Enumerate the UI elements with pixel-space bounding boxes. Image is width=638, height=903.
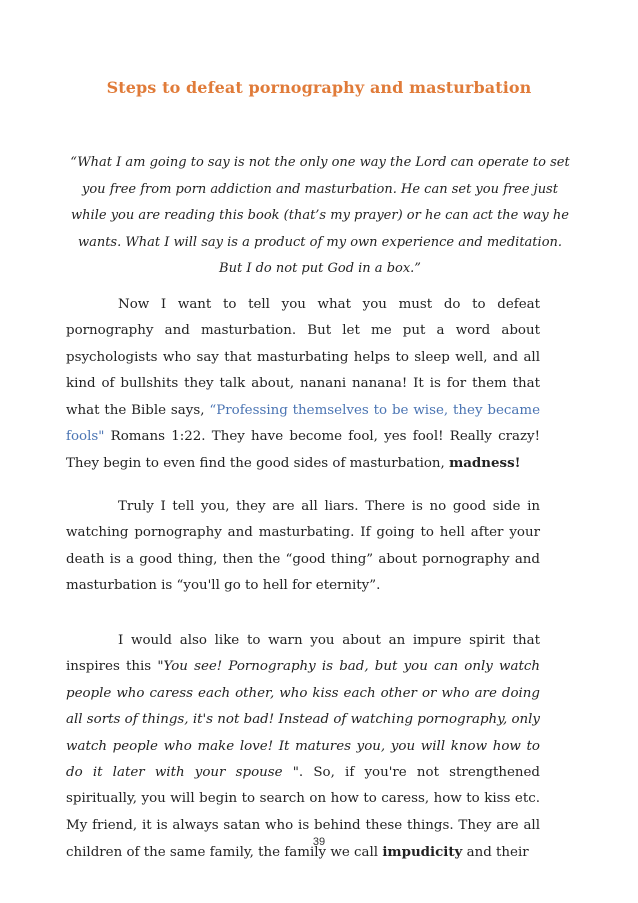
emphasis-madness: madness! <box>449 455 521 472</box>
page-number: 39 <box>312 836 326 848</box>
paragraph-2-text: Truly I tell you, they are all liars. There is no good side in watching pornography and masturbating. If going to hell after your death is a good thing, then the “good thing” about pornography and masturbation is “you'll go to hell for eternity”. <box>66 499 540 594</box>
paragraph-3 <box>66 628 540 867</box>
paragraph-1 <box>66 292 540 478</box>
emphasis-impudicity: impudicity <box>382 844 463 861</box>
paragraph-3-text-c: and their <box>462 845 529 861</box>
paragraph-3-text-b: . So, if you're not strengthened spiritually, you will begin to search on how to caress, how to kiss etc. My friend, it is always satan who is behind these things. They are all children of the same family, the family we call <box>66 765 540 861</box>
paragraph-1-text-b: Romans 1:22. They have become fool, yes fool! Really crazy! They begin to even find the good sides of masturbation, <box>66 429 540 472</box>
chapter-title: Steps to defeat pornography and masturbation <box>106 78 532 97</box>
scripture-quote: “Professing themselves to be wise, they became fools" <box>66 402 540 445</box>
impure-spirit-quote: "You see! Pornography is bad, but you can only watch people who caress each other, who kiss each other or who are doing all sorts of things, it's not bad! Instead of watching pornography, only watch people who make love! It matures you, you will know how to do it later with your spouse " <box>66 659 540 781</box>
intro-quote: “What I am going to say is not the only one way the Lord can operate to set you free from porn addiction and masturbation. He can set you free just while you are reading this book (that’s my prayer) or he can act the way he wants. What I will say is a product of my own experience and meditation. But I do not put God in a box.” <box>70 155 570 276</box>
paragraph-1-text-a: Now I want to tell you what you must do to defeat pornography and masturbation. But let me put a word about psychologists who say that masturbating helps to sleep well, and all kind of bullshits they talk about, nanani nanana! It is for them that what the Bible says, <box>66 297 540 418</box>
paragraph-3-text-a: I would also like to warn you about an impure spirit that inspires this <box>66 633 540 675</box>
paragraph-2 <box>66 494 540 600</box>
